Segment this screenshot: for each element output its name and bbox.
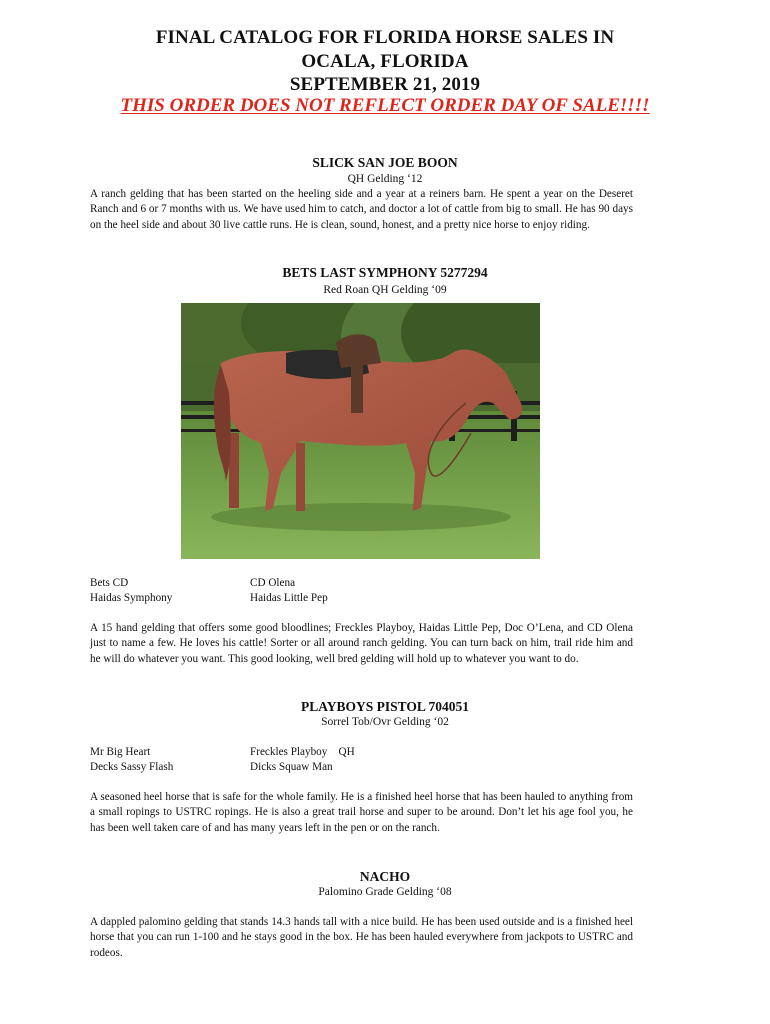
horse-2-name: BETS LAST SYMPHONY 5277294: [282, 265, 488, 280]
horse-2-dam: Haidas Symphony: [90, 592, 173, 604]
catalog-title-line-1: FINAL CATALOG FOR FLORIDA HORSE SALES IN: [155, 27, 615, 48]
horse-2-text: A 15 hand gelding that offers some good bloodlines; Freckles Playboy, Haidas Little Pep, Doc O’Lena, and CD Olena just to name a few. He loves his cattle! Sorter or all around ranch gelding. You can turn back on him, trail ride him and he will do whatever you want. This good looking, well bred gelding will hold up to whatever you want to do.: [90, 622, 633, 665]
horse-1-description: QH Gelding ‘12: [347, 173, 423, 185]
catalog-title-line-2: OCALA, FLORIDA: [301, 51, 469, 72]
horse-1-text: A ranch gelding that has been started on the heeling side and a year at a reiners barn. He spent a year on the Deseret Ranch and 6 or 7 months with us. We have used him to catch, and doctor a lot of cattle from big to small. He has 90 days on the heel side and about 30 live cattle runs. He is clean, sound, honest, and a pretty nice horse to enjoy riding.: [90, 188, 633, 231]
catalog-title-line-3: SEPTEMBER 21, 2019: [289, 74, 481, 95]
horse-3-name: PLAYBOYS PISTOL 704051: [300, 699, 470, 714]
horse-3-text: A seasoned heel horse that is safe for the whole family. He is a finished heel horse that has been hauled to anything from a small ropings to USTRC ropings. He is also a great trail horse and super to be around. Don’t let his age fool you, he has been well taken care of and has many years left in the pen or on the ranch.: [90, 791, 633, 834]
horse-3-sire: Mr Big Heart: [90, 746, 151, 758]
horse-3-dam: Decks Sassy Flash: [90, 761, 174, 773]
horse-3-description: Sorrel Tob/Ovr Gelding ‘02: [321, 716, 449, 728]
horse-4-name: NACHO: [359, 869, 411, 884]
horse-2-sire-of-sire: CD Olena: [250, 577, 296, 589]
horse-1-name: SLICK SAN JOE BOON: [312, 155, 458, 170]
order-warning: THIS ORDER DOES NOT REFLECT ORDER DAY OF SALE!!!!: [120, 95, 650, 116]
horse-2-description: Red Roan QH Gelding ‘09: [323, 284, 447, 296]
horse-3-sire-of-sire: Freckles Playboy QH: [250, 746, 355, 758]
horse-4-description: Palomino Grade Gelding ‘08: [318, 886, 452, 898]
horse-photo: [181, 303, 540, 559]
horse-2-sire: Bets CD: [90, 577, 129, 589]
horse-3-sire-of-dam: Dicks Squaw Man: [250, 761, 333, 773]
horse-4-text: A dappled palomino gelding that stands 14.3 hands tall with a nice build. He has been used outside and is a finished heel horse that you can run 1-100 and he stays good in the box. He has been hauled everywhere from jackpots to USTRC and rodeos.: [90, 916, 633, 959]
horse-2-sire-of-dam: Haidas Little Pep: [250, 592, 328, 604]
horse-photo-illustration: [181, 303, 540, 559]
